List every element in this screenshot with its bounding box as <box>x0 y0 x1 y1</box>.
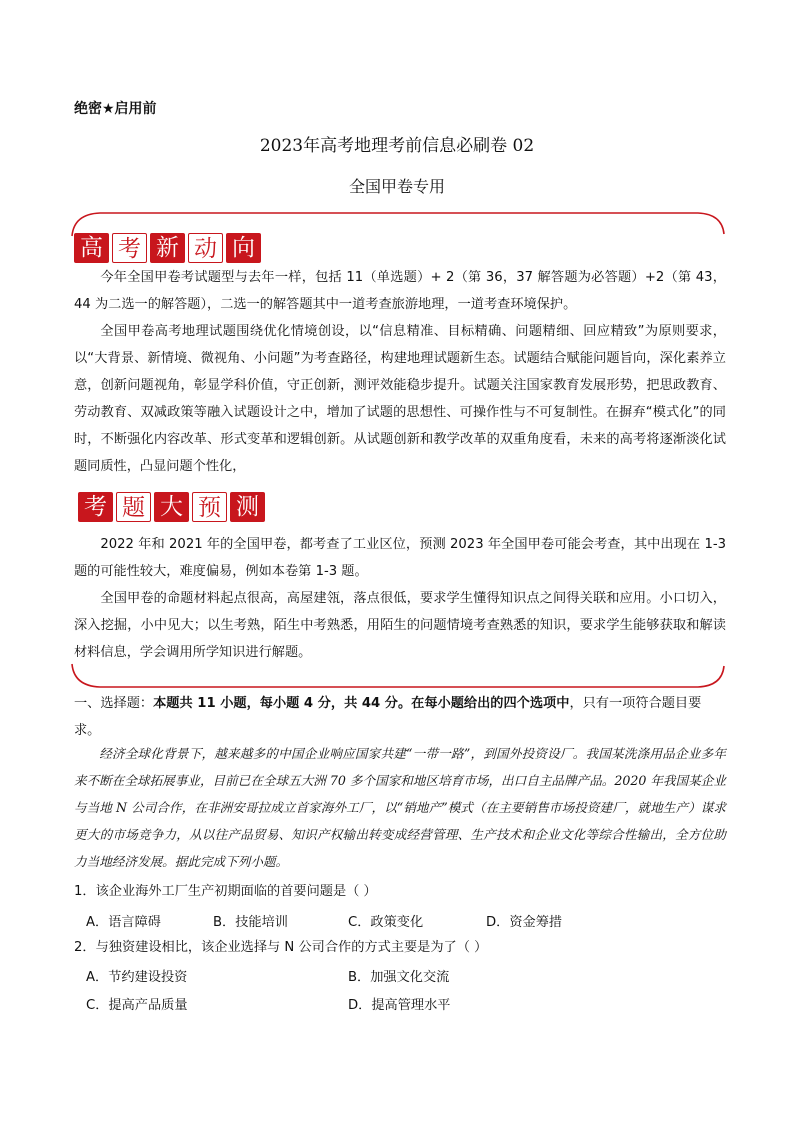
option-b[interactable]: B．加强文化交流 <box>348 970 450 985</box>
option-d[interactable]: D．资金筹措 <box>486 915 563 930</box>
predict-section <box>74 531 726 666</box>
predict-paragraph: 全国甲卷的命题材料起点很高，高屋建瓴，落点很低，要求学生懂得知识点之间得关联和应用。小口切入，深入挖掘，小中见大；以生考熟，陌生中考熟悉，用陌生的问题情境考查熟悉的知识，要求学生能够获取和解读材料信息，学会调用所学知识进行解题。 <box>74 591 726 660</box>
trend-section <box>74 264 726 480</box>
page-subtitle: 全国甲卷专用 <box>348 177 445 196</box>
option-c[interactable]: C．提高产品质量 <box>86 998 188 1013</box>
page-title: 2023年高考地理考前信息必刷卷 02 <box>259 136 535 156</box>
trend-badge <box>74 233 261 263</box>
predict-badge <box>78 492 265 522</box>
trend-badge-char: 高 <box>74 233 109 263</box>
question-1-stem: 1．该企业海外工厂生产初期面临的首要问题是（ ） <box>74 884 377 899</box>
option-a[interactable]: A．节约建设投资 <box>86 970 188 985</box>
option-c[interactable]: C．政策变化 <box>348 915 424 930</box>
trend-badge-char: 新 <box>150 233 185 263</box>
trend-badge-char: 考 <box>112 233 147 263</box>
predict-badge-char: 大 <box>154 492 189 522</box>
trend-paragraph: 今年全国甲卷考试题型与去年一样，包括 11（单选题）+ 2（第 36，37 解答题为必答题）+2（第 43，44 为二选一的解答题），二选一的解答题其中一道考查旅游地理，一道考查环境保护。 <box>74 270 726 312</box>
question-2-stem: 2．与独资建设相比，该企业选择与 N 公司合作的方式主要是为了（ ） <box>74 940 488 955</box>
predict-paragraph: 2022 年和 2021 年的全国甲卷，都考查了工业区位，预测 2023 年全国甲卷可能会考查，其中出现在 1-3 题的可能性较大，难度偏易，例如本卷第 1-3 题。 <box>74 537 726 579</box>
option-a[interactable]: A．语言障碍 <box>86 915 161 930</box>
section-heading <box>74 690 726 744</box>
trend-badge-char: 向 <box>226 233 261 263</box>
option-d[interactable]: D．提高管理水平 <box>348 998 451 1013</box>
predict-badge-char: 测 <box>230 492 265 522</box>
predict-badge-char: 预 <box>192 492 227 522</box>
secret-label: 绝密★启用前 <box>74 101 157 117</box>
section-desc-1: 本题共 11 小题，每小题 4 分，共 44 分。在每小题给出的 <box>153 696 504 711</box>
option-b[interactable]: B．技能培训 <box>213 915 288 930</box>
section-desc-2: ，只有一项符合题目要求。 <box>74 696 702 738</box>
section-emphasis: 四个选项中 <box>503 696 570 711</box>
trend-paragraph: 全国甲卷高考地理试题围绕优化情境创设，以“信息精准、目标精确、问题精细、回应精致”为原则要求，以“大背景、新情境、微视角、小问题”为考查路径，构建地理试题新生态。试题结合赋能问题旨向，深化素养立意，创新问题视角，彰显学科价值，守正创新，测评效能稳步提升。试题关注国家教育发展形势，把思政教育、劳动教育、双减政策等融入试题设计之中，增加了试题的思想性、可操作性与不可复制性。在摒弃“模式化”的同时，不断强化内容改革、形式变革和逻辑创新。从试题创新和教学改革的双重角度看，未来的高考将逐渐淡化试题同质性，凸显问题个性化， <box>74 324 726 474</box>
section-prefix: 一、选择题： <box>74 696 154 711</box>
predict-badge-char: 题 <box>116 492 151 522</box>
material-text: 经济全球化背景下，越来越多的中国企业响应国家共建“一带一路”，到国外投资设厂。我国某洗涤用品企业多年来不断在全球拓展事业，目前已在全球五大洲 70 多个国家和地区培育市场，出口自主品牌产品。2020 年我国某企业与当地 N 公司合作，在非洲安哥拉成立首家海外工厂，以“销地产”模式（在主要销售市场投资建厂，就地生产）谋求更大的市场竞争力，从以往产品贸易、知识产权输出转变成经营管理、生产技术和企业文化等综合性输出，全方位助力当地经济发展。据此完成下列小题。 <box>74 746 726 869</box>
predict-badge-char: 考 <box>78 492 113 522</box>
trend-badge-char: 动 <box>188 233 223 263</box>
